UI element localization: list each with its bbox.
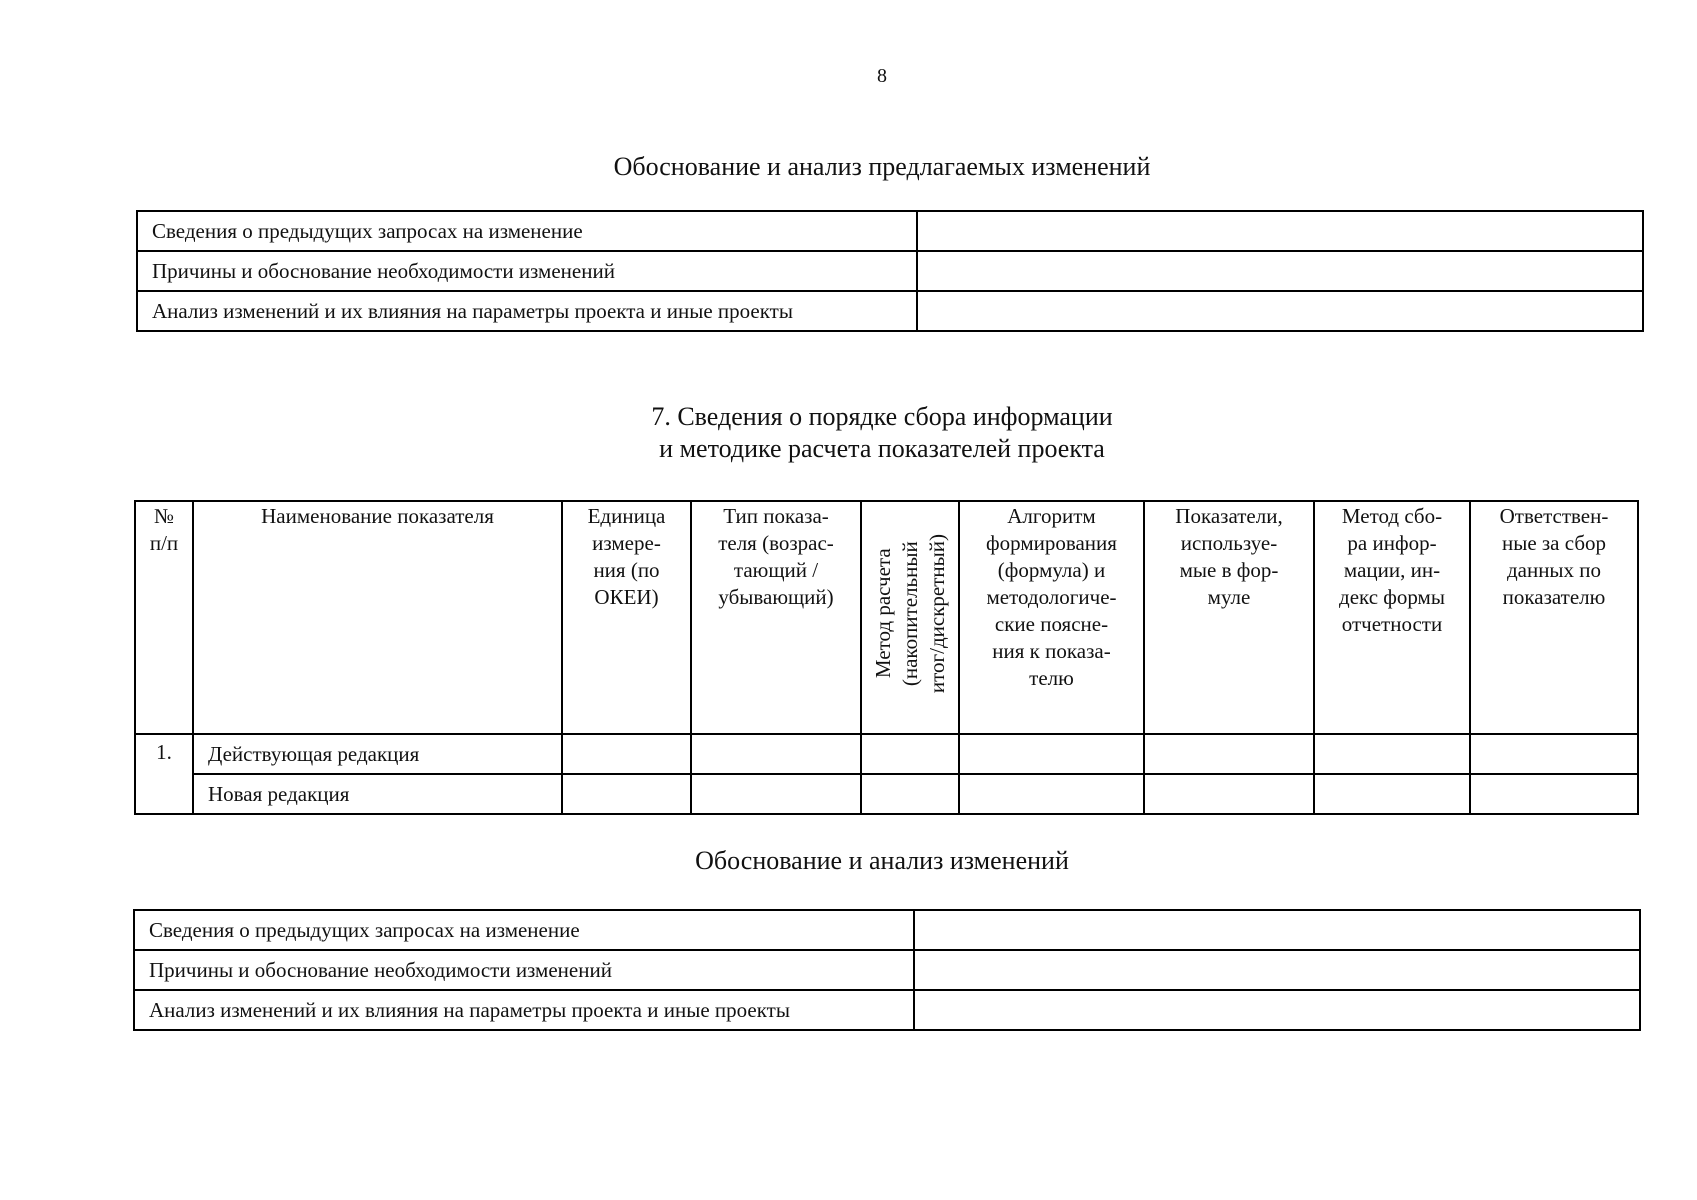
table-row xyxy=(137,291,1643,331)
row-label: Анализ изменений и их влияния на параметры проекта и иные проекты xyxy=(137,291,917,331)
header-text: Единица измере- ния (по ОКЕИ) xyxy=(587,504,666,609)
changes-analysis-table xyxy=(133,909,1641,1031)
table-cell xyxy=(1470,734,1638,774)
table-row xyxy=(137,211,1643,251)
header-calculation-method xyxy=(861,501,959,734)
table-cell xyxy=(1470,774,1638,814)
header-number xyxy=(135,501,193,734)
table-cell xyxy=(691,774,861,814)
table-cell xyxy=(562,734,691,774)
table-row xyxy=(135,774,1638,814)
row-label: Причины и обоснование необходимости изменений xyxy=(134,950,914,990)
table-cell xyxy=(1144,774,1314,814)
table-cell xyxy=(1314,734,1470,774)
row-value xyxy=(917,251,1643,291)
table-header-row xyxy=(135,501,1638,734)
header-text: Показатели, используе- мые в фор- муле xyxy=(1175,504,1283,609)
justification-title: Обоснование и анализ предлагаемых изменений xyxy=(613,152,1151,181)
header-formula-indicators xyxy=(1144,501,1314,734)
table-cell xyxy=(861,774,959,814)
row-value xyxy=(914,910,1640,950)
row-number: 1. xyxy=(135,734,193,814)
table-row xyxy=(137,251,1643,291)
section-title-line: 7. Сведения о порядке сбора информации xyxy=(651,402,1113,431)
table-cell xyxy=(691,734,861,774)
table-cell xyxy=(959,774,1144,814)
header-text: Наименование показателя xyxy=(261,504,494,528)
row-value xyxy=(917,211,1643,251)
section-title-line: и методике расчета показателей проекта xyxy=(659,434,1105,463)
table-row xyxy=(135,734,1638,774)
header-text: Метод сбо- ра инфор- мации, ин- декс формы отчетности xyxy=(1339,504,1445,636)
table-row xyxy=(134,990,1640,1030)
header-text: Метод расчета (накопительный итог/дискретный) xyxy=(870,534,949,694)
header-responsible xyxy=(1470,501,1638,734)
indicator-name: Действующая редакция xyxy=(193,734,562,774)
header-algorithm xyxy=(959,501,1144,734)
row-label: Причины и обоснование необходимости изменений xyxy=(137,251,917,291)
table-cell xyxy=(861,734,959,774)
row-label: Анализ изменений и их влияния на параметры проекта и иные проекты xyxy=(134,990,914,1030)
indicator-name: Новая редакция xyxy=(193,774,562,814)
justification-table xyxy=(136,210,1644,332)
table-row xyxy=(134,910,1640,950)
header-text: Тип показа- теля (возрас- тающий / убывающий) xyxy=(718,504,834,609)
row-value xyxy=(914,990,1640,1030)
table-cell xyxy=(1144,734,1314,774)
section-7-title xyxy=(0,401,1697,465)
row-label: Сведения о предыдущих запросах на изменение xyxy=(137,211,917,251)
row-value xyxy=(917,291,1643,331)
table-cell xyxy=(1314,774,1470,814)
header-text: Алгоритм формирования (формула) и методологиче- ские поясне- ния к показа- телю xyxy=(986,504,1117,690)
page-number: 8 xyxy=(877,65,887,87)
header-unit xyxy=(562,501,691,734)
table-cell xyxy=(959,734,1144,774)
header-text: Ответствен- ные за сбор данных по показателю xyxy=(1499,504,1609,609)
table-cell xyxy=(562,774,691,814)
header-indicator-name xyxy=(193,501,562,734)
indicators-table xyxy=(134,500,1639,815)
table-row xyxy=(134,950,1640,990)
row-value xyxy=(914,950,1640,990)
row-label: Сведения о предыдущих запросах на изменение xyxy=(134,910,914,950)
header-text: № п/п xyxy=(149,504,179,555)
changes-analysis-title: Обоснование и анализ изменений xyxy=(695,846,1069,875)
header-collection-method xyxy=(1314,501,1470,734)
header-indicator-type xyxy=(691,501,861,734)
